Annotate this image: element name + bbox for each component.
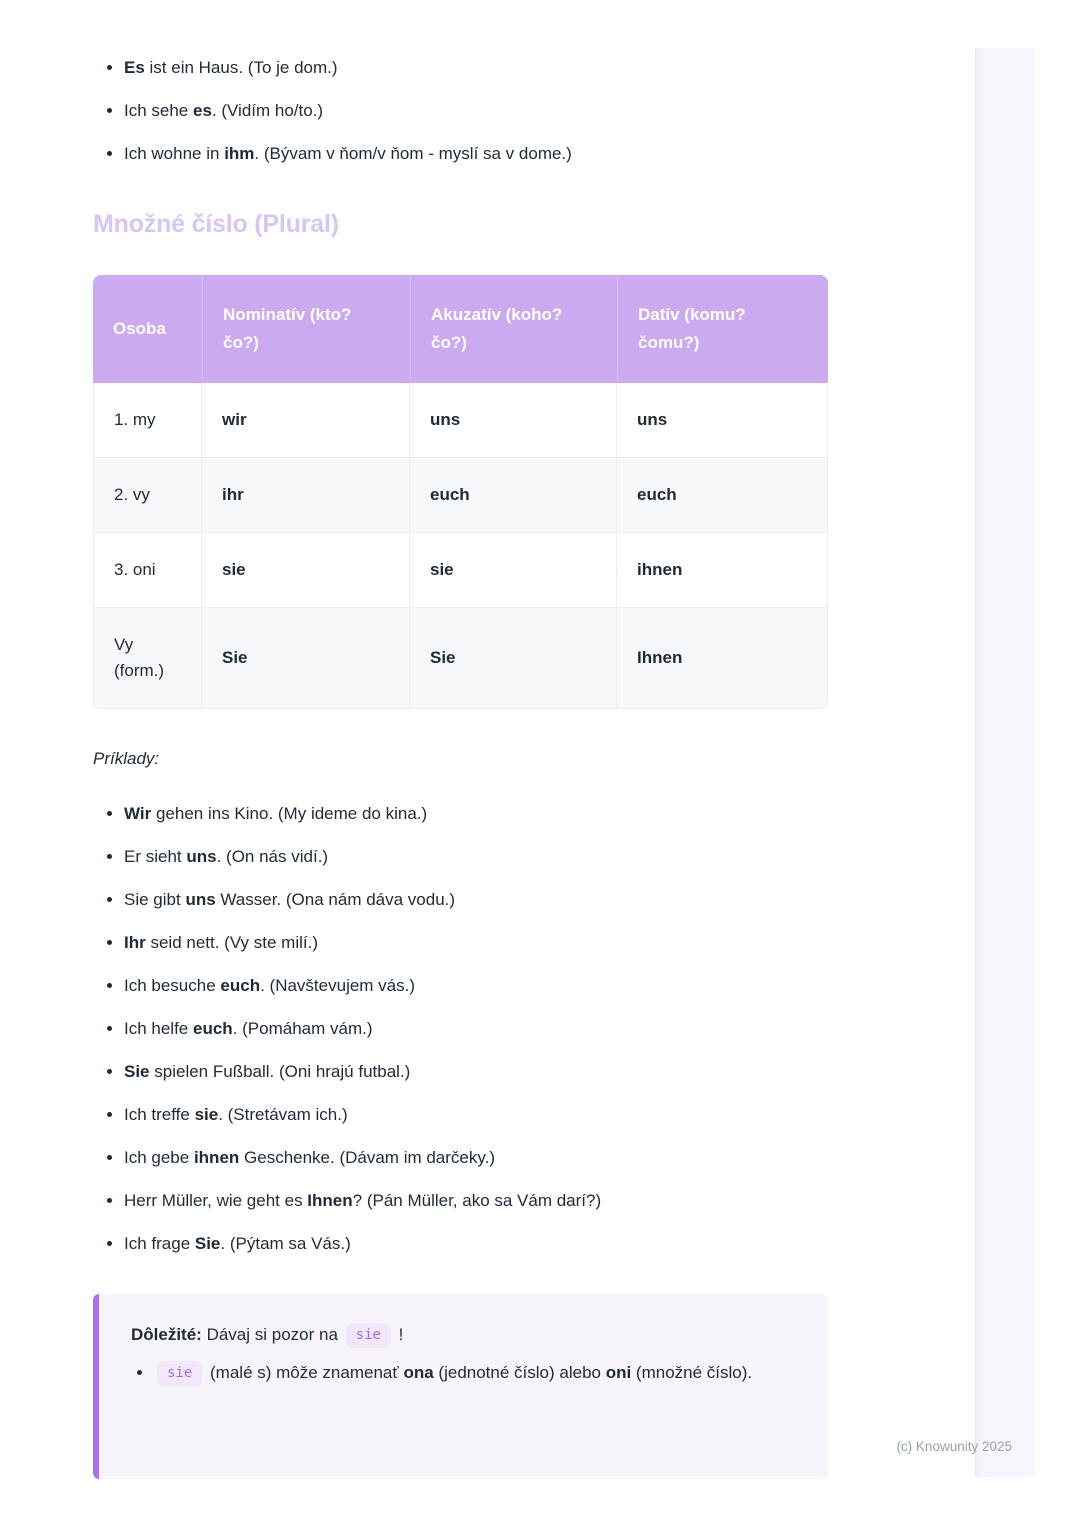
text: Ich frage: [124, 1234, 195, 1253]
table-cell: sie: [410, 533, 617, 608]
callout-list: [131, 1356, 800, 1390]
text: (malé s) môže znamenať: [205, 1363, 404, 1382]
table-cell: euch: [410, 458, 617, 533]
list-item: [124, 1231, 828, 1257]
table-header-row: [93, 275, 828, 383]
list-item: [124, 930, 828, 956]
text: Er sieht: [124, 847, 187, 866]
table-cell: sie: [202, 533, 410, 608]
text: . (Pomáham vám.): [232, 1019, 373, 1038]
list-item: [124, 1016, 828, 1042]
list-item: [124, 973, 828, 999]
list-item: [124, 844, 828, 870]
bold-text: uns: [186, 847, 217, 866]
table-row: [93, 533, 828, 608]
text: . (Pýtam sa Vás.): [220, 1234, 351, 1253]
list-item: [124, 98, 828, 124]
list-item: [124, 1059, 828, 1085]
text: Sie gibt: [124, 890, 186, 909]
table-cell: uns: [617, 383, 828, 458]
text: Ich treffe: [124, 1105, 195, 1124]
table-cell: Sie: [202, 608, 410, 709]
list-item: [124, 887, 828, 913]
list-item: [124, 1188, 828, 1214]
table-row: [93, 383, 828, 458]
list-item: [124, 1102, 828, 1128]
bold-text: es: [193, 101, 212, 120]
intro-example-list: [93, 55, 828, 167]
text: spielen Fußball. (Oni hrajú futbal.): [149, 1062, 411, 1081]
bold-text: euch: [193, 1019, 233, 1038]
text: gehen ins Kino. (My ideme do kina.): [151, 804, 428, 823]
text: (množné číslo).: [631, 1363, 753, 1382]
code-chip: sie: [346, 1323, 391, 1348]
text: !: [393, 1325, 404, 1344]
table-column-header: Datív (komu? čomu?): [617, 275, 828, 383]
important-callout: [93, 1294, 828, 1479]
list-item: [124, 141, 828, 167]
text: Ich besuche: [124, 976, 221, 995]
text: ? (Pán Müller, ako sa Vám darí?): [352, 1191, 602, 1210]
text: Ich helfe: [124, 1019, 193, 1038]
text: Wasser. (Ona nám dáva vodu.): [215, 890, 456, 909]
bold-text: euch: [220, 976, 261, 995]
bold-text: ona: [403, 1363, 434, 1382]
bold-text: Ihr: [124, 933, 146, 952]
section-title: Množné číslo (Plural): [93, 210, 339, 238]
bold-text: Dôležité:: [131, 1325, 202, 1344]
text: seid nett. (Vy ste milí.): [145, 933, 318, 952]
bold-text: Es: [124, 58, 145, 77]
text: . (Bývam v ňom/v ňom - myslí sa v dome.): [254, 144, 572, 163]
text: Ich wohne in: [124, 144, 225, 163]
text: . (On nás vidí.): [216, 847, 329, 866]
text: ist ein Haus. (To je dom.): [144, 58, 338, 77]
text: (jednotné číslo) alebo: [433, 1363, 606, 1382]
text: . (Navštevujem vás.): [260, 976, 416, 995]
text: Geschenke. (Dávam im darčeky.): [239, 1148, 496, 1167]
pronoun-table: [93, 275, 828, 709]
table-cell: euch: [617, 458, 828, 533]
bold-text: sie: [194, 1105, 219, 1124]
table-column-header: Akuzatív (koho? čo?): [410, 275, 617, 383]
table-cell: wir: [202, 383, 410, 458]
bold-text: ihm: [224, 144, 255, 163]
table-cell: Sie: [410, 608, 617, 709]
table-cell-person: 3. oni: [93, 533, 202, 608]
list-item: [124, 801, 828, 827]
pronoun-table-wrap: [93, 275, 828, 709]
bold-text: Sie: [124, 1062, 150, 1081]
callout-bullet: [154, 1356, 794, 1390]
table-cell-person: Vy (form.): [93, 608, 202, 709]
text: . (Stretávam ich.): [218, 1105, 348, 1124]
table-cell: ihr: [202, 458, 410, 533]
bold-text: Ihnen: [307, 1191, 353, 1210]
table-cell: Ihnen: [617, 608, 828, 709]
table-cell: uns: [410, 383, 617, 458]
table-row: [93, 458, 828, 533]
list-item: [124, 1145, 828, 1171]
bold-text: Wir: [124, 804, 152, 823]
code-chip: sie: [157, 1361, 202, 1386]
next-page-preview: [975, 48, 1035, 1477]
table-row: [93, 608, 828, 709]
text: Ich sehe: [124, 101, 193, 120]
text: . (Vidím ho/to.): [211, 101, 324, 120]
table-cell-person: 2. vy: [93, 458, 202, 533]
list-item: [124, 55, 828, 81]
examples-label: Príklady:: [93, 749, 160, 768]
table-cell-person: 1. my: [93, 383, 202, 458]
table-cell: ihnen: [617, 533, 828, 608]
bold-text: uns: [185, 890, 216, 909]
bold-text: oni: [605, 1363, 632, 1382]
bold-text: Sie: [194, 1234, 221, 1253]
table-column-header: Nominatív (kto? čo?): [202, 275, 410, 383]
copyright: (c) Knowunity 2025: [896, 1439, 1012, 1454]
document-page: [93, 0, 828, 1479]
text: Ich gebe: [124, 1148, 194, 1167]
callout-title: [131, 1321, 800, 1349]
bold-text: ihnen: [193, 1148, 240, 1167]
table-column-header: Osoba: [93, 275, 202, 383]
text: Herr Müller, wie geht es: [124, 1191, 308, 1210]
text: Dávaj si pozor na: [201, 1325, 343, 1344]
examples-list: [93, 801, 828, 1257]
